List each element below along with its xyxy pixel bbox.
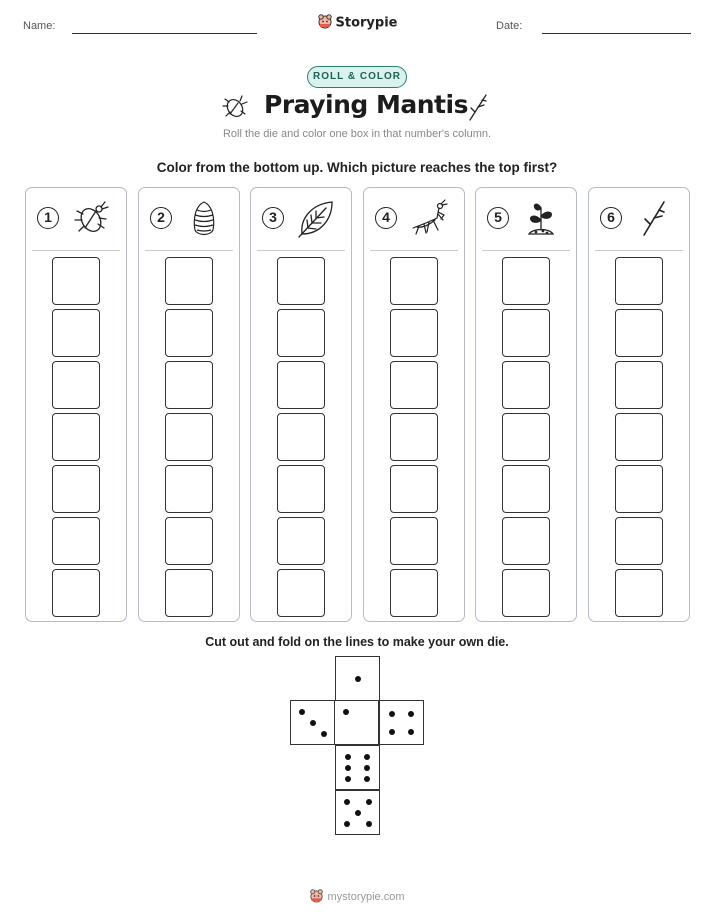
pip — [408, 711, 414, 717]
color-box[interactable] — [277, 361, 325, 409]
color-box[interactable] — [502, 413, 550, 461]
beetle-icon — [71, 198, 111, 238]
color-box[interactable] — [165, 361, 213, 409]
column-1 — [25, 187, 127, 622]
die-face-lower — [335, 745, 380, 790]
pip — [344, 799, 350, 805]
color-box[interactable] — [277, 465, 325, 513]
pip — [364, 765, 370, 771]
date-label: Date: — [496, 20, 523, 32]
color-box[interactable] — [502, 517, 550, 565]
brand-header — [0, 13, 714, 33]
column-number: 4 — [375, 207, 397, 229]
color-box[interactable] — [165, 309, 213, 357]
pip — [321, 731, 327, 737]
column-3 — [250, 187, 352, 622]
color-box[interactable] — [615, 465, 663, 513]
color-box[interactable] — [165, 517, 213, 565]
die-face-right — [379, 700, 424, 745]
pip — [345, 754, 351, 760]
color-box[interactable] — [502, 257, 550, 305]
pip — [310, 720, 316, 726]
color-box[interactable] — [390, 569, 438, 617]
footer-url[interactable]: mystorypie.com — [327, 890, 405, 903]
name-line[interactable] — [72, 33, 257, 34]
column-5 — [475, 187, 577, 622]
color-box[interactable] — [52, 309, 100, 357]
column-divider — [145, 250, 233, 251]
column-divider — [595, 250, 683, 251]
die-instruction: Cut out and fold on the lines to make your own die. — [205, 635, 509, 649]
column-divider — [32, 250, 120, 251]
color-box[interactable] — [615, 309, 663, 357]
storypie-logo-icon — [309, 888, 324, 906]
color-box[interactable] — [52, 361, 100, 409]
leaf-icon — [296, 198, 336, 238]
color-box[interactable] — [390, 517, 438, 565]
pip — [364, 776, 370, 782]
color-box[interactable] — [390, 465, 438, 513]
color-box[interactable] — [615, 413, 663, 461]
column-divider — [370, 250, 458, 251]
column-number: 5 — [487, 207, 509, 229]
pip — [366, 799, 372, 805]
column-2 — [138, 187, 240, 622]
die-net — [290, 656, 425, 836]
brand-name: Storypie — [335, 15, 398, 31]
color-box[interactable] — [390, 309, 438, 357]
footer — [0, 888, 714, 906]
twig-icon — [634, 198, 674, 238]
die-face-center — [334, 700, 379, 745]
die-face-bottom — [335, 790, 380, 835]
pip — [408, 729, 414, 735]
name-label: Name: — [23, 20, 56, 32]
color-box[interactable] — [615, 517, 663, 565]
pip — [299, 709, 305, 715]
twig-title-icon — [466, 92, 490, 122]
column-number: 3 — [262, 207, 284, 229]
color-box[interactable] — [277, 517, 325, 565]
pip — [345, 765, 351, 771]
color-box[interactable] — [615, 569, 663, 617]
pip — [355, 676, 361, 682]
pip — [389, 711, 395, 717]
color-box[interactable] — [165, 413, 213, 461]
color-box[interactable] — [277, 309, 325, 357]
pip — [344, 821, 350, 827]
pip — [364, 754, 370, 760]
die-face-top — [335, 656, 380, 701]
color-box[interactable] — [502, 465, 550, 513]
column-number: 6 — [600, 207, 622, 229]
pip — [366, 821, 372, 827]
column-number: 2 — [150, 207, 172, 229]
color-box[interactable] — [277, 413, 325, 461]
die-face-left — [290, 700, 335, 745]
date-line[interactable] — [542, 33, 691, 34]
color-box[interactable] — [502, 361, 550, 409]
sprout-icon — [521, 198, 561, 238]
beetle-title-icon — [220, 92, 250, 122]
column-4 — [363, 187, 465, 622]
color-box[interactable] — [615, 257, 663, 305]
color-box[interactable] — [390, 361, 438, 409]
page-title: Praying Mantis — [264, 90, 468, 119]
egg-case-icon — [184, 198, 224, 238]
color-box[interactable] — [502, 569, 550, 617]
subtitle: Roll the die and color one box in that number's column. — [222, 128, 492, 140]
instruction: Color from the bottom up. Which picture reaches the top first? — [156, 160, 558, 175]
column-divider — [257, 250, 345, 251]
color-box[interactable] — [277, 257, 325, 305]
praying-mantis-icon — [409, 198, 449, 238]
color-box[interactable] — [615, 361, 663, 409]
color-box[interactable] — [165, 465, 213, 513]
pip — [355, 810, 361, 816]
column-6 — [588, 187, 690, 622]
color-box[interactable] — [52, 465, 100, 513]
color-box[interactable] — [165, 569, 213, 617]
column-divider — [482, 250, 570, 251]
color-box[interactable] — [390, 257, 438, 305]
storypie-logo-icon — [317, 13, 333, 33]
pip — [345, 776, 351, 782]
color-box[interactable] — [52, 569, 100, 617]
pip — [343, 709, 349, 715]
color-box[interactable] — [52, 413, 100, 461]
color-box[interactable] — [52, 257, 100, 305]
color-box[interactable] — [502, 309, 550, 357]
column-number: 1 — [37, 207, 59, 229]
roll-and-color-badge: ROLL & COLOR — [307, 66, 407, 88]
color-box[interactable] — [52, 517, 100, 565]
color-box[interactable] — [277, 569, 325, 617]
pip — [389, 729, 395, 735]
color-box[interactable] — [165, 257, 213, 305]
color-box[interactable] — [390, 413, 438, 461]
